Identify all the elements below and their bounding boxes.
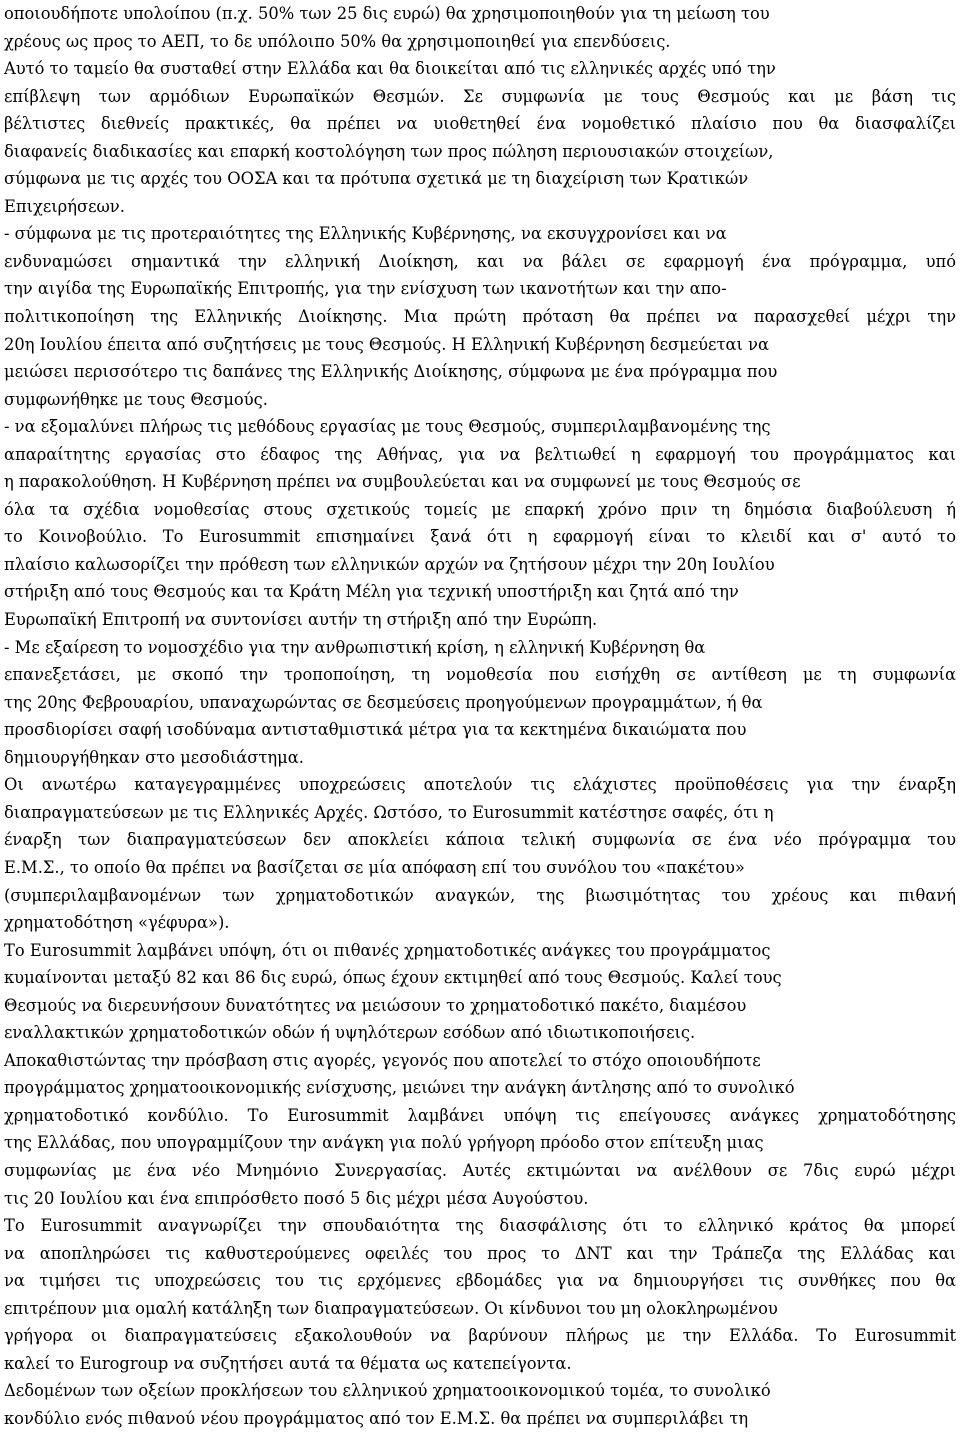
text-line: Το Eurosummit λαμβάνει υπόψη, ότι οι πιθανές χρηματοδοτικές ανάγκες του προγράμματος — [4, 940, 771, 960]
text-line: τις 20 Ιουλίου και ένα επιπρόσθετο ποσό 5 δις μέχρι μέσα Αυγούστου. — [4, 1188, 589, 1208]
text-line: Ευρωπαϊκή Επιτροπή να συντονίσει αυτήν τη στήριξη από την Ευρώπη. — [4, 610, 598, 630]
text-line: να τιμήσει τις υποχρεώσεις του τις ερχόμενες εβδομάδες για να δημιουργήσει τις συνθήκες που θα — [4, 1271, 956, 1291]
text-line: - σύμφωνα με τις προτεραιότητες της Ελληνικής Κυβέρνησης, να εκσυγχρονίσει και να — [4, 224, 727, 244]
text-line: απαραίτητης εργασίας στο έδαφος της Αθήνας, για να βελτιωθεί η εφαρμογή του προγράμματος και — [4, 444, 956, 464]
text-line: μειώσει περισσότερο τις δαπάνες της Ελληνικής Διοίκησης, σύμφωνα με ένα πρόγραμμα που — [4, 362, 778, 382]
text-line: καλεί το Eurogroup να συζητήσει αυτά τα θέματα ως κατεπείγοντα. — [4, 1353, 572, 1373]
document-page — [4, 0, 956, 1432]
text-line: πολιτικοποίηση της Ελληνικής Διοίκησης. Μια πρώτη πρόταση θα πρέπει να παρασχεθεί μέχρι την — [4, 307, 956, 327]
text-line: στήριξη από τους Θεσμούς και τα Κράτη Μέλη για τεχνική υποστήριξη και ζητά από την — [4, 582, 739, 602]
text-line: Το Eurosummit αναγνωρίζει την σπουδαιότητα της διασφάλισης ότι το ελληνικό κράτος θα μπορεί — [4, 1216, 956, 1236]
text-line: βέλτιστες διεθνείς πρακτικές, θα πρέπει να υιοθετηθεί ένα νομοθετικό πλαίσιο που θα διασφαλίζει — [4, 114, 956, 134]
text-line: της Ελλάδας, που υπογραμμίζουν την ανάγκη για πολύ γρήγορη πρόοδο στον επίτευξη μιας — [4, 1133, 764, 1153]
text-line: χρηματοδοτικό κονδύλιο. Το Eurosummit λαμβάνει υπόψη τις επείγουσες ανάγκες χρηματοδότησης — [4, 1105, 956, 1125]
text-line: διαπραγματεύσεων με τις Ελληνικές Αρχές. Ωστόσο, το Eurosummit κατέστησε σαφές, ότι η — [4, 802, 774, 822]
text-line: Δεδομένων των οξείων προκλήσεων του ελληνικού χρηματοοικονομικού τομέα, το συνολικό — [4, 1381, 771, 1401]
text-line: - να εξομαλύνει πλήρως τις μεθόδους εργασίας με τους Θεσμούς, συμπεριλαμβανομένης της — [4, 417, 771, 437]
text-line: Ε.Μ.Σ., το οποίο θα πρέπει να βασίζεται σε μία απόφαση επί του συνόλου του «πακέτου» — [4, 857, 745, 877]
text-line: οποιουδήποτε υπολοίπου (π.χ. 50% των 25 δις ευρώ) θα χρησιμοποιηθούν για τη μείωση του — [4, 4, 770, 23]
text-line: κονδύλιο ενός πιθανού νέου προγράμματος από τον Ε.Μ.Σ. θα πρέπει να συμπεριλάβει τη — [4, 1408, 749, 1428]
text-line: γρήγορα οι διαπραγματεύσεις εξακολουθούν να βαρύνουν πλήρως με την Ελλάδα. Το Eurosummit — [4, 1326, 956, 1346]
text-line: συμφωνήθηκε με τους Θεσμούς. — [4, 389, 268, 409]
text-line: επανεξετάσει, με σκοπό την τροποποίηση, τη νομοθεσία που εισήχθη σε αντίθεση με τη συμφωνία — [4, 665, 956, 685]
text-line: το Κοινοβούλιο. Το Eurosummit επισημαίνει ξανά ότι η εφαρμογή είναι το κλειδί και σ' αυτό το — [4, 527, 956, 547]
text-line: σύμφωνα με τις αρχές του ΟΟΣΑ και τα πρότυπα σχετικά με τη διαχείριση των Κρατικών — [4, 169, 749, 189]
text-line: επιτρέπουν μια ομαλή κατάληξη των διαπραγματεύσεων. Οι κίνδυνοι του μη ολοκληρωμένου — [4, 1298, 778, 1318]
text-line: η παρακολούθηση. Η Κυβέρνηση πρέπει να συμβουλεύεται και να συμφωνεί με τους Θεσμούς σε — [4, 472, 801, 492]
text-line: Επιχειρήσεων. — [4, 196, 125, 216]
text-line: προγράμματος χρηματοοικονομικής ενίσχυσης, μειώνει την ανάγκη άντλησης από το συνολικό — [4, 1078, 795, 1098]
text-line: χρηματοδότηση «γέφυρα»). — [4, 913, 230, 933]
text-line: της 20ης Φεβρουαρίου, υπαναχωρώντας σε δεσμεύσεις προηγούμενων προγραμμάτων, ή θα — [4, 692, 763, 712]
text-line: Αυτό το ταμείο θα συσταθεί στην Ελλάδα και θα διοικείται από τις ελληνικές αρχές υπό την — [4, 59, 776, 79]
text-line: 20η Ιουλίου έπειτα από συζητήσεις με τους Θεσμούς. Η Ελληνική Κυβέρνηση δεσμεύεται να — [4, 334, 769, 354]
text-line: Οι ανωτέρω καταγεγραμμένες υποχρεώσεις αποτελούν τις ελάχιστες προϋποθέσεις για την έναρξη — [4, 775, 956, 795]
text-line: (συμπεριλαμβανομένων των χρηματοδοτικών αναγκών, της βιωσιμότητας του χρέους και πιθανή — [4, 885, 956, 905]
text-line: ενδυναμώσει σημαντικά την ελληνική Διοίκηση, και να βάλει σε εφαρμογή ένα πρόγραμμα, υπό — [4, 251, 956, 271]
text-line: Θεσμούς να διερευνήσουν δυνατότητες να μειώσουν το χρηματοδοτικό πακέτο, διαμέσου — [4, 995, 747, 1015]
text-line: κυμαίνονται μεταξύ 82 και 86 δις ευρώ, όπως έχουν εκτιμηθεί από τους Θεσμούς. Καλεί τους — [4, 968, 782, 988]
text-line: χρέους ως προς το ΑΕΠ, το δε υπόλοιπο 50% θα χρησιμοποιηθεί για επενδύσεις. — [4, 31, 671, 51]
text-line: την αιγίδα της Ευρωπαϊκής Επιτροπής, για την ενίσχυση των ικανοτήτων και την απο- — [4, 279, 727, 299]
text-line: δημιουργήθηκαν στο μεσοδιάστημα. — [4, 747, 304, 767]
text-line: επίβλεψη των αρμόδιων Ευρωπαϊκών Θεσμών. Σε συμφωνία με τους Θεσμούς και με βάση τις — [4, 86, 956, 106]
text-line: διαφανείς διαδικασίες και επαρκή κοστολόγηση των προς πώληση περιουσιακών στοιχείων, — [4, 141, 774, 161]
text-line: εναλλακτικών χρηματοδοτικών οδών ή υψηλότερων εσόδων από ιδιωτικοποιήσεις. — [4, 1023, 696, 1043]
text-line: - Με εξαίρεση το νομοσχέδιο για την ανθρωπιστική κρίση, η ελληνική Κυβέρνηση θα — [4, 637, 706, 657]
text-line: όλα τα σχέδια νομοθεσίας στους σχετικούς τομείς με επαρκή χρόνο πριν τη δημόσια διαβούλευση ή — [4, 499, 956, 519]
text-line: πλαίσιο καλωσορίζει την πρόθεση των ελληνικών αρχών να ζητήσουν μέχρι την 20η Ιουλίου — [4, 554, 775, 574]
text-line: προσδιορίσει σαφή ισοδύναμα αντισταθμιστικά μέτρα για τα κεκτημένα δικαιώματα που — [4, 720, 747, 740]
text-line: να αποπληρώσει τις καθυστερούμενες οφειλές του προς το ΔΝΤ και την Τράπεζα της Ελλάδας και — [4, 1243, 956, 1263]
text-line: Αποκαθιστώντας την πρόσβαση στις αγορές, γεγονός που αποτελεί το στόχο οποιουδήποτε — [4, 1050, 761, 1070]
text-line: συμφωνίας με ένα νέο Μνημόνιο Συνεργασίας. Αυτές εκτιμώνται να ανέλθουν σε 7δις ευρώ μέχρι — [4, 1160, 956, 1180]
text-line: έναρξη των διαπραγματεύσεων δεν αποκλείει κάποια τελική συμφωνία σε ένα νέο πρόγραμμα του — [4, 830, 956, 850]
